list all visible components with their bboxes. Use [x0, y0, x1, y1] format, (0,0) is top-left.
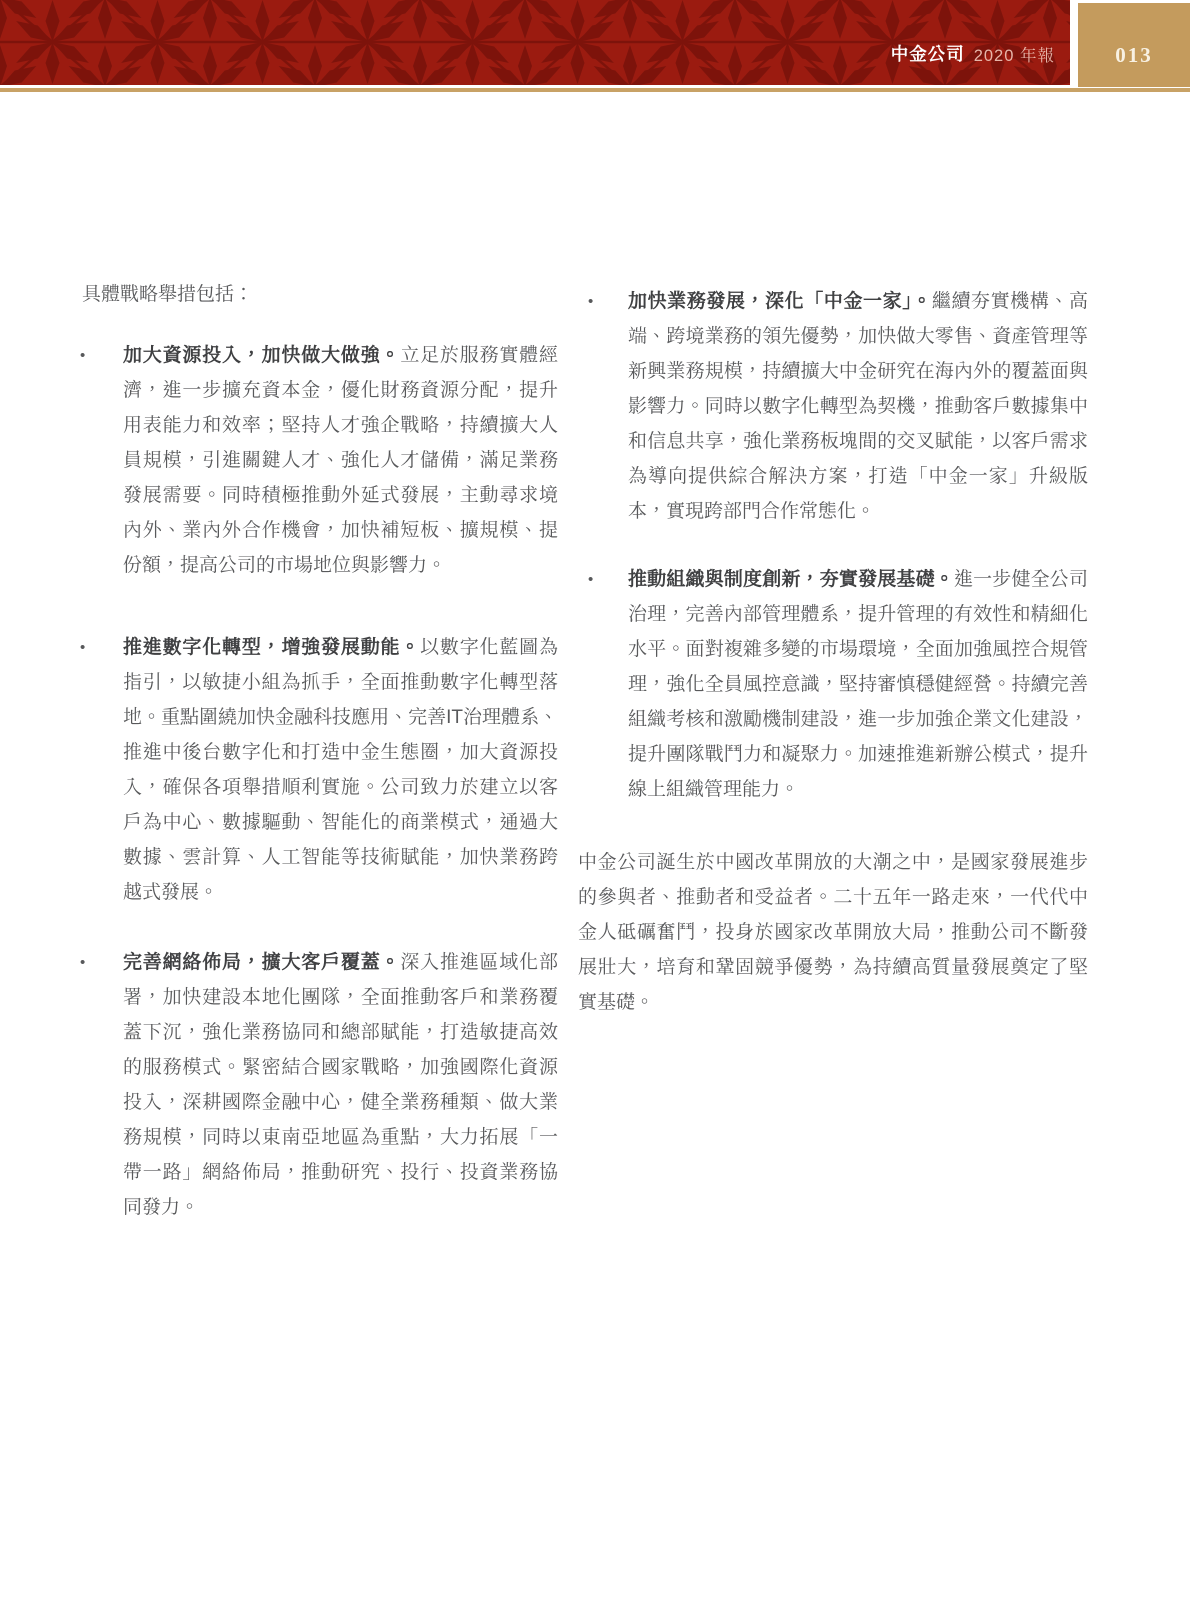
bullet-body: 繼續夯實機構、高端、跨境業務的領先優勢，加快做大零售、資產管理等新興業務規模，持續擴大中金研究在海內外的覆蓋面與影響力。同時以數字化轉型為契機，推動客戶數據集中和信息共享，強化業務板塊間的交叉賦能，以客戶需求為導向提供綜合解決方案，打造「中金一家」升級版本，實現跨部門合作常態化。	[628, 291, 1088, 522]
report-edition: 2020 年報	[973, 46, 1055, 65]
header-band	[0, 0, 1070, 85]
bullet-icon: •	[80, 954, 86, 971]
bullet-heading: 加快業務發展，深化「中金一家」。	[628, 291, 932, 312]
section-intro: 具體戰略舉措包括：	[82, 284, 254, 305]
bullet-body: 深入推進區域化部署，加快建設本地化團隊，全面推動客戶和業務覆蓋下沉，強化業務協同和總部賦能，打造敏捷高效的服務模式。緊密結合國家戰略，加強國際化資源投入，深耕國際金融中心，健全業務種類、做大業務規模，同時以東南亞地區為重點，大力拓展「一帶一路」網絡佈局，推動研究、投行、投資業務協同發力。	[123, 952, 558, 1218]
brand-name: 中金公司	[890, 44, 965, 64]
bullet-heading: 推動組織與制度創新，夯實發展基礎。	[628, 569, 954, 590]
bullet-heading: 加大資源投入，加快做大做強。	[123, 345, 401, 366]
bullet-icon: •	[588, 571, 594, 588]
right-column	[578, 277, 1088, 1020]
list-item	[79, 630, 558, 910]
bullet-heading: 推進數字化轉型，增強發展動能。	[123, 637, 421, 658]
bullet-heading: 完善網絡佈局，擴大客戶覆蓋。	[123, 952, 401, 973]
page-number-box	[1078, 3, 1190, 87]
bullet-body: 以數字化藍圖為指引，以敏捷小組為抓手，全面推動數字化轉型落地。重點圍繞加快金融科技應用、完善IT治理體系、推進中後台數字化和打造中金生態圈，加大資源投入，確保各項舉措順利實施。公司致力於建立以客戶為中心、數據驅動、智能化的商業模式，通過大數據、雲計算、人工智能等技術賦能，加快業務跨越式發展。	[123, 637, 558, 903]
list-item	[587, 284, 1088, 529]
page-number: 013	[1115, 42, 1153, 67]
bullet-icon: •	[588, 293, 594, 310]
bullet-icon: •	[80, 347, 86, 364]
list-item	[79, 945, 558, 1225]
bullet-icon: •	[80, 639, 86, 656]
header-divider	[0, 88, 1190, 92]
left-column	[79, 277, 558, 1225]
bullet-body: 立足於服務實體經濟，進一步擴充資本金，優化財務資源分配，提升用表能力和效率；堅持人才強企戰略，持續擴大人員規模，引進關鍵人才、強化人才儲備，滿足業務發展需要。同時積極推動外延式發展，主動尋求境內外、業內外合作機會，加快補短板、擴規模、提份額，提高公司的市場地位與影響力。	[123, 345, 558, 576]
header-caption	[891, 0, 1055, 85]
list-item	[587, 562, 1088, 807]
bullet-body: 進一步健全公司治理，完善內部管理體系，提升管理的有效性和精細化水平。面對複雜多變的市場環境，全面加強風控合規管理，強化全員風控意識，堅持審慎穩健經營。持續完善組織考核和激勵機制建設，進一步加強企業文化建設，提升團隊戰鬥力和凝聚力。加速推進新辦公模式，提升線上組織管理能力。	[628, 569, 1088, 800]
closing-paragraph: 中金公司誕生於中國改革開放的大潮之中，是國家發展進步的參與者、推動者和受益者。二十五年一路走來，一代代中金人砥礪奮鬥，投身於國家改革開放大局，推動公司不斷發展壯大，培育和鞏固競爭優勢，為持續高質量發展奠定了堅實基礎。	[578, 852, 1088, 1013]
list-item	[79, 338, 558, 583]
